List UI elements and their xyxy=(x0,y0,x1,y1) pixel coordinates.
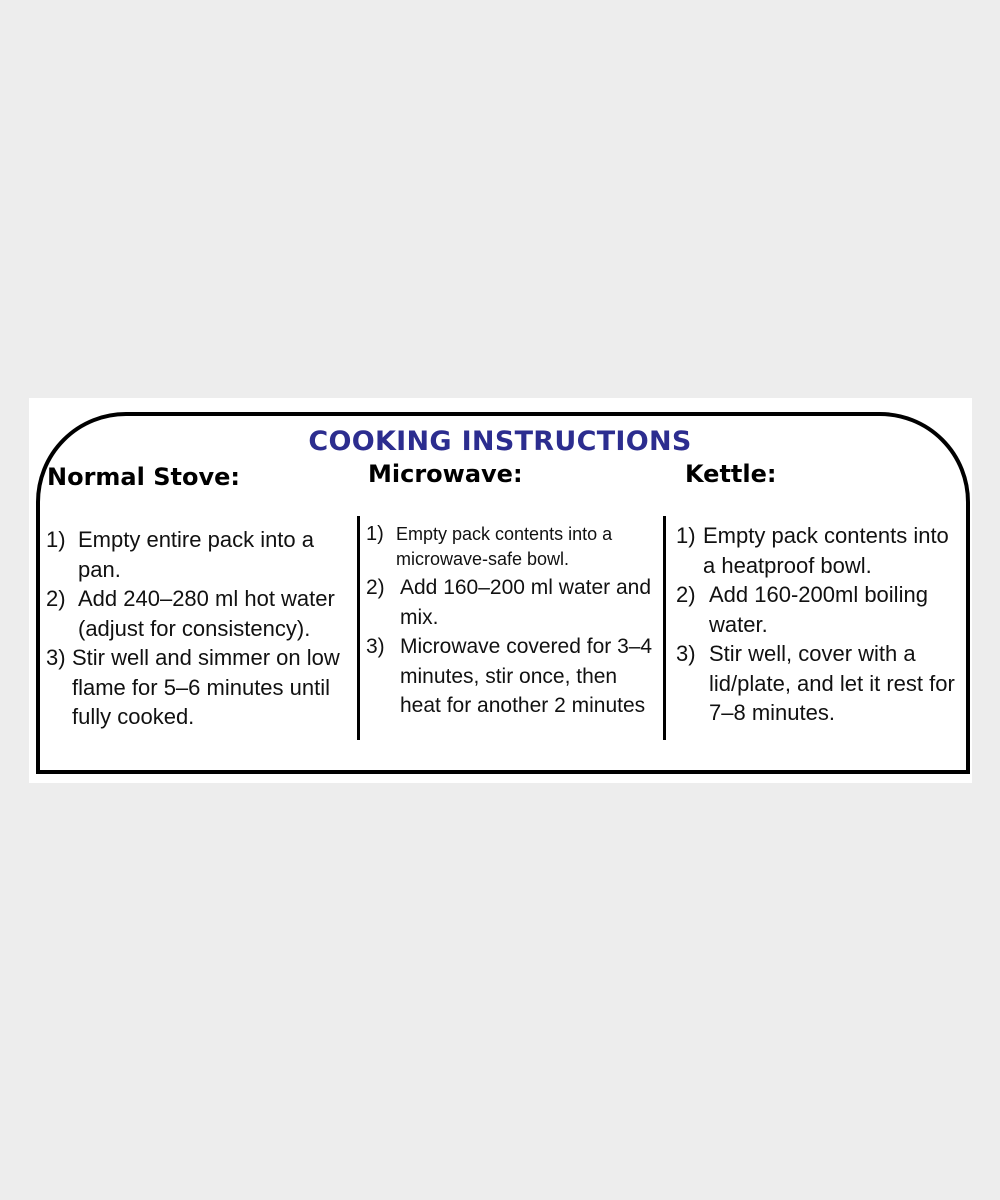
step-text: Microwave covered for 3–4 minutes, stir once, then heat for another 2 minutes xyxy=(400,635,653,717)
step-text: Add 160-200ml boiling water. xyxy=(709,582,928,637)
step-number: 1) xyxy=(46,527,66,552)
stove-step xyxy=(46,584,358,643)
step-number: 3) xyxy=(46,645,66,670)
kettle-step xyxy=(676,639,962,728)
step-number: 3) xyxy=(366,635,385,658)
step-text: Add 160–200 ml water and mix. xyxy=(400,576,652,629)
step-number: 2) xyxy=(46,586,66,611)
microwave-step xyxy=(366,573,662,632)
step-number: 3) xyxy=(676,641,696,666)
label-title: COOKING INSTRUCTIONS xyxy=(308,426,692,457)
step-number: 2) xyxy=(676,582,696,607)
step-text: Add 240–280 ml hot water (adjust for consistency). xyxy=(78,586,335,641)
step-number: 1) xyxy=(676,523,696,548)
kettle-step xyxy=(676,521,962,580)
kettle-step xyxy=(676,580,962,639)
heading-microwave: Microwave: xyxy=(368,460,523,488)
heading-kettle: Kettle: xyxy=(685,460,777,488)
step-text: Empty entire pack into a pan. xyxy=(78,527,315,582)
step-text: Empty pack contents into a microwave-safe bowl. xyxy=(396,524,613,569)
stove-step xyxy=(46,525,358,584)
step-text: Stir well and simmer on low flame for 5–6 minutes until fully cooked. xyxy=(72,645,340,729)
stove-step xyxy=(46,643,358,732)
step-number: 1) xyxy=(366,523,384,545)
step-number: 2) xyxy=(366,576,385,599)
microwave-step xyxy=(366,522,662,572)
step-text: Empty pack contents into a heatproof bowl. xyxy=(703,523,949,578)
kettle-steps-list xyxy=(676,521,962,728)
microwave-step xyxy=(366,632,662,721)
heading-normal-stove: Normal Stove: xyxy=(47,463,240,491)
stove-steps-list xyxy=(46,525,358,732)
microwave-steps-list xyxy=(366,522,662,721)
step-text: Stir well, cover with a lid/plate, and let it rest for 7–8 minutes. xyxy=(709,641,955,725)
column-divider xyxy=(663,516,666,740)
